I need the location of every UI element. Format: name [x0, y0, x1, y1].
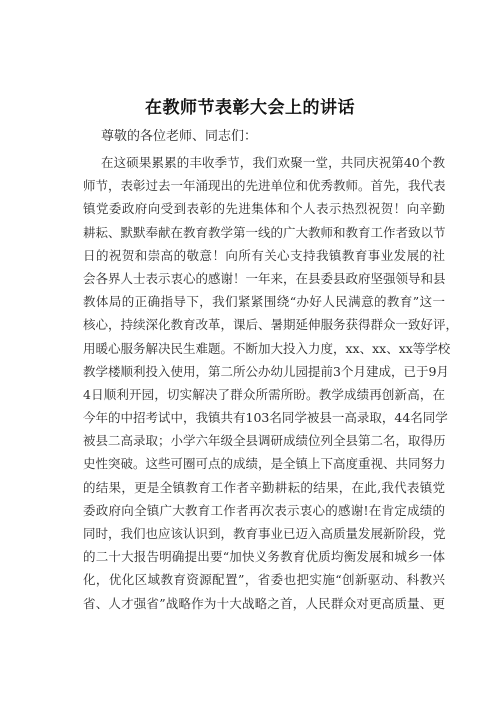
text-line: 教体局的正确指导下，我们紧紧围绕“办好人民满意的教育”这一 [83, 294, 445, 310]
text-line: 史性突破。这些可圈可点的成绩，是全镇上下高度重视、共同努力 [83, 456, 446, 472]
text-line: 师节，表彰过去一年涌现出的先进单位和优秀教师。首先，我代表 [83, 178, 446, 194]
text-line: 在这硕果累累的丰收季节，我们欢聚一堂，共同庆祝第40个教 [101, 155, 445, 170]
text-line: 教学楼顺利投入使用，第二所公办幼儿园提前3个月建成，已于9月 [83, 363, 449, 379]
text-line: 化，优化区域教育资源配置”，省委也把实施“创新驱动、科教兴 [83, 572, 445, 588]
text-line: 今年的中招考试中，我镇共有103名同学被县一高录取，44名同学 [83, 410, 448, 426]
text-line: 的结果，更是全镇教育工作者辛勤耕耘的结果，在此,我代表镇党 [83, 479, 445, 495]
text-line: 镇党委政府向受到表彰的先进集体和个人表示热烈祝贺！向辛勤 [83, 201, 445, 217]
text-line: 被县二高录取；小学六年级全县调研成绩位列全县第二名，取得历 [83, 433, 446, 449]
text-line: 省、人才强省”战略作为十大战略之首，人民群众对更高质量、更 [83, 595, 445, 611]
body-paragraph [83, 151, 459, 615]
text-line: 核心，持续深化教育改革，课后、暑期延伸服务获得群众一致好评， [83, 317, 459, 333]
text-line: 委政府向全镇广大教育工作者再次表示衷心的感谢!在肯定成绩的 [83, 502, 445, 518]
text-line: 4日顺利开园，切实解决了群众所需所盼。教学成绩再创新高，在 [83, 386, 445, 402]
text-line: 耕耘、默默奉献在教育教学第一线的广大教师和教育工作者致以节 [83, 224, 446, 240]
text-line: 同时，我们也应该认识到，教育事业已迈入高质量发展新阶段，党 [83, 526, 446, 541]
text-line: 会各界人士表示衷心的感谢！一年来，在县委县政府坚强领导和县 [83, 270, 446, 286]
text-line: 用暖心服务解决民生难题。不断加大投入力度，xx、xx、xx等学校 [83, 340, 451, 356]
text-line: 日的祝贺和崇高的敬意！向所有关心支持我镇教育事业发展的社 [83, 247, 445, 263]
salutation: 尊敬的各位老师、同志们： [101, 129, 258, 144]
text-line: 的二十大报告明确提出要“加快义务教育优质均衡发展和城乡一体 [83, 549, 445, 565]
document-title: 在教师节表彰大会上的讲话 [145, 98, 355, 118]
